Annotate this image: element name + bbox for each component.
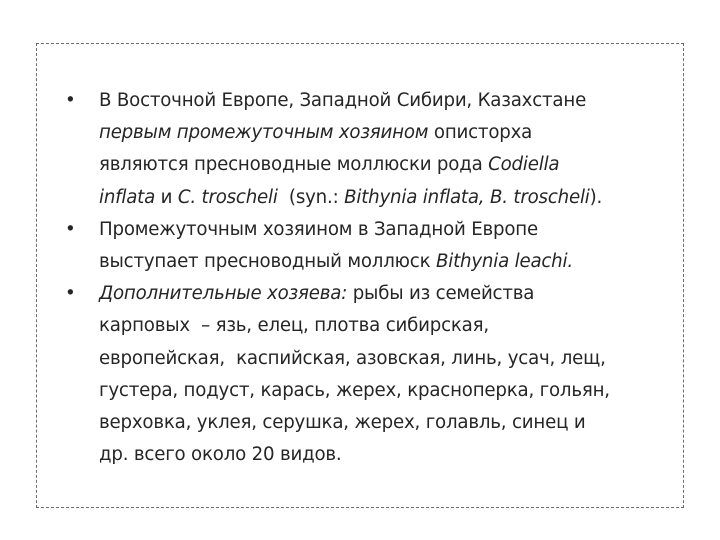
- text-run-italic: Bithynia inflata, B. troscheli: [344, 186, 590, 208]
- text-line: [99, 310, 690, 342]
- bullet-dot: •: [65, 90, 76, 111]
- text-line: [99, 343, 690, 375]
- text-run: (syn.:: [277, 186, 345, 208]
- bullet-item: [65, 214, 690, 278]
- text-line: [99, 407, 690, 439]
- text-run: Промежуточным хозяином в Западной Европе: [99, 218, 538, 240]
- text-run: рыбы из семейства: [347, 283, 535, 305]
- text-run-italic: Codiella: [488, 154, 560, 176]
- text-line: [99, 149, 690, 181]
- bullet-dot: •: [65, 218, 76, 240]
- text-run: верховка, уклея, серушка, жерех, голавль, синец и: [99, 412, 586, 434]
- bullet-dot: •: [65, 283, 76, 305]
- text-run: карповых – язь, елец, плотва сибирская,: [99, 315, 489, 337]
- text-line: [99, 117, 690, 149]
- text-line: [99, 278, 690, 310]
- text-run: выступает пресноводный моллюск: [99, 251, 436, 273]
- bullet-item: [65, 85, 690, 214]
- text-line: [99, 85, 690, 117]
- text-run: ).: [589, 186, 603, 208]
- text-run: В Восточной Европе, Западной Сибири, Казахстане: [99, 90, 587, 111]
- text-run-italic: inflata: [99, 186, 156, 208]
- bullet-list: [65, 85, 690, 471]
- text-run: описторха: [428, 122, 533, 144]
- text-run: европейская, каспийская, азовская, линь, усач, лещ,: [99, 347, 606, 369]
- text-run-italic: Дополнительные хозяева:: [99, 283, 348, 305]
- text-run-italic: C. troscheli: [177, 186, 278, 208]
- slide-frame: [36, 43, 684, 508]
- text-run: являются пресноводные моллюски рода: [99, 154, 489, 176]
- text-run: и: [155, 186, 178, 208]
- text-run: др. всего около 20 видов.: [99, 444, 342, 466]
- text-run-italic: первым промежуточным хозяином: [99, 122, 429, 144]
- text-line: [99, 182, 690, 214]
- text-run: густера, подуст, карась, жерех, красноперка, гольян,: [99, 379, 610, 401]
- bullet-item: [65, 278, 690, 471]
- text-run-italic: Bithynia leachi.: [435, 251, 573, 273]
- text-line: [99, 214, 690, 246]
- text-line: [99, 375, 690, 407]
- text-line: [99, 246, 690, 278]
- text-line: [99, 439, 690, 471]
